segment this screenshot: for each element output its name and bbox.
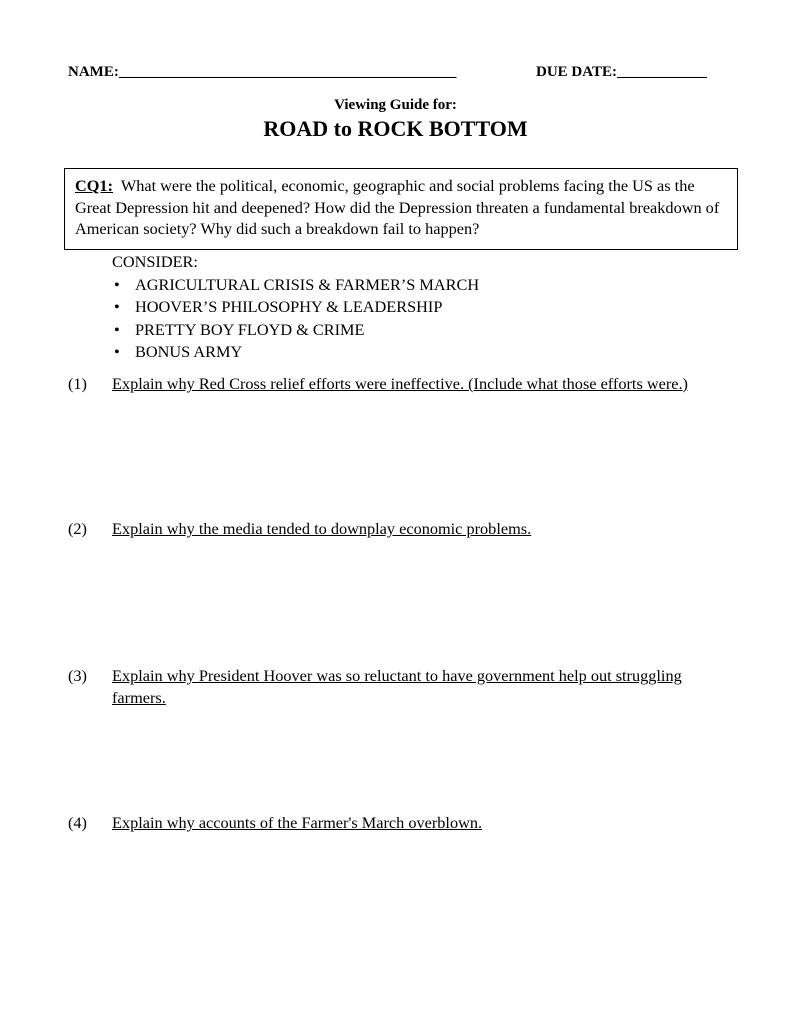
name-field-line: NAME:_____________________________________________ (68, 64, 457, 80)
question-number: (2) (68, 519, 87, 538)
central-question-box (64, 168, 738, 250)
consider-item-text: AGRICULTURAL CRISIS & FARMER’S MARCH (135, 274, 480, 294)
page-title: ROAD to ROCK BOTTOM (263, 116, 528, 141)
bullet-icon: • (114, 297, 120, 316)
question-4 (68, 812, 728, 834)
consider-item (112, 341, 479, 364)
due-date-field-line: DUE DATE:____________ (536, 64, 707, 80)
consider-section (112, 251, 479, 364)
question-1 (68, 373, 728, 395)
question-number: (1) (68, 374, 87, 393)
consider-item (112, 274, 479, 297)
bullet-icon: • (114, 342, 120, 361)
central-question-text: What were the political, economic, geographic and social problems facing the US as the Great Depression hit and deepened? How did the Depression threaten a fundamental breakdown of American society? Why did such a breakdown fail to happen? (75, 176, 720, 238)
question-3 (68, 665, 728, 708)
consider-list (112, 274, 479, 364)
question-2 (68, 518, 728, 540)
central-question-label: CQ1: (75, 176, 113, 195)
question-text: Explain why Red Cross relief efforts were ineffective. (Include what those efforts were.) (112, 374, 688, 393)
consider-item-text: HOOVER’S PHILOSOPHY & LEADERSHIP (135, 297, 443, 316)
consider-heading: CONSIDER: (112, 252, 198, 271)
consider-item-text: BONUS ARMY (135, 342, 243, 361)
question-number: (4) (68, 813, 87, 832)
question-text: Explain why accounts of the Farmer's March overblown. (112, 813, 483, 832)
bullet-icon: • (114, 274, 120, 294)
question-text: Explain why President Hoover was so reluctant to have government help out struggling farmers. (112, 666, 682, 707)
consider-item-text: PRETTY BOY FLOYD & CRIME (135, 319, 365, 339)
consider-item (112, 296, 479, 319)
question-number: (3) (68, 666, 87, 685)
bullet-icon: • (114, 319, 120, 339)
page-subtitle: Viewing Guide for: (334, 97, 457, 113)
question-text: Explain why the media tended to downplay economic problems. (112, 519, 532, 538)
consider-item (112, 319, 479, 342)
